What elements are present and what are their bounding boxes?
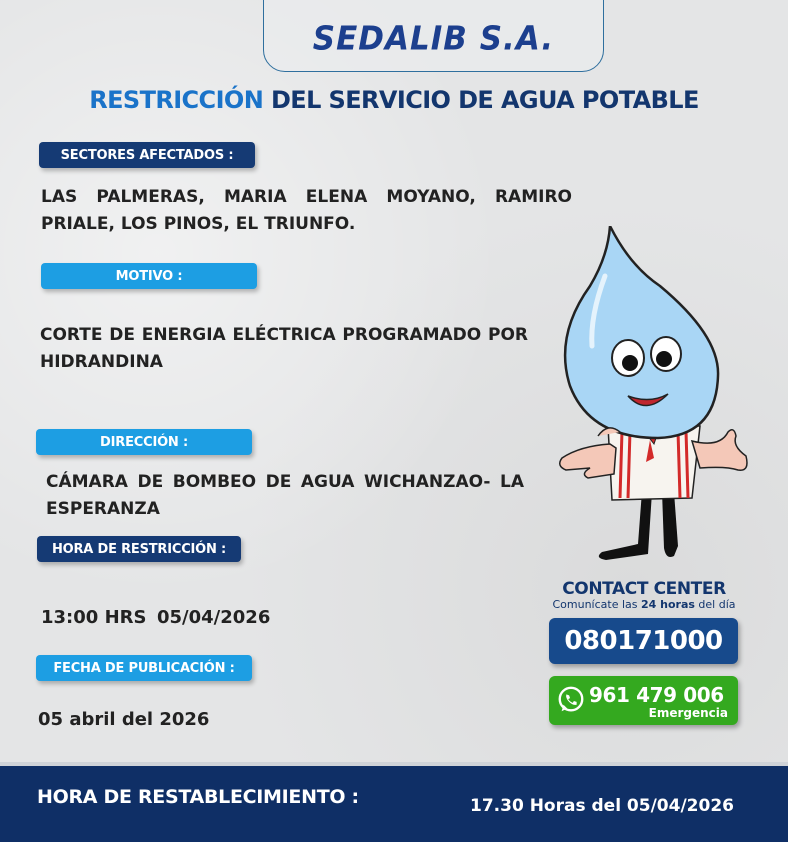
fecha-publicacion-value: 05 abril del 2026 — [38, 709, 210, 730]
direccion-label: DIRECCIÓN : — [36, 429, 252, 455]
fecha-publicacion-label: FECHA DE PUBLICACIÓN : — [36, 655, 252, 681]
direccion-value: CÁMARA DE BOMBEO DE AGUA WICHANZAO- LA ESPERANZA — [46, 472, 524, 519]
water-drop-mascot-icon — [550, 226, 755, 566]
title-highlight: RESTRICCIÓN — [89, 86, 264, 114]
page-title — [0, 86, 788, 114]
sectores-value: LAS PALMERAS, MARIA ELENA MOYANO, RAMIRO PRIALE, LOS PINOS, EL TRIUNFO. — [41, 187, 572, 234]
whatsapp-button[interactable] — [549, 676, 738, 725]
contact-center-subtitle: Comunícate las 24 horas del día — [552, 598, 736, 611]
title-rest: DEL SERVICIO DE AGUA POTABLE — [263, 86, 699, 114]
restriccion-time: 13:00 HRS — [41, 607, 147, 628]
logo-box — [263, 0, 604, 72]
restablecimiento-value: 17.30 Horas del 05/04/2026 — [470, 796, 734, 816]
whatsapp-label: Emergencia — [648, 706, 728, 720]
phone-button[interactable]: 080171000 — [549, 618, 738, 664]
restablecimiento-label: HORA DE RESTABLECIMIENTO : — [37, 786, 359, 808]
whatsapp-icon — [556, 685, 586, 715]
hora-restriccion-label: HORA DE RESTRICCIÓN : — [37, 536, 241, 562]
motivo-label: MOTIVO : — [41, 263, 257, 289]
motivo-value: CORTE DE ENERGIA ELÉCTRICA PROGRAMADO POR HIDRANDINA — [40, 325, 528, 372]
company-logo: SEDALIB S.A. — [312, 20, 555, 58]
contact-center-title: CONTACT CENTER — [562, 579, 726, 599]
footer-bar — [0, 762, 788, 842]
sectores-label: SECTORES AFECTADOS : — [39, 142, 255, 168]
restriccion-date: 05/04/2026 — [157, 607, 271, 628]
whatsapp-number: 961 479 006 — [589, 683, 724, 707]
